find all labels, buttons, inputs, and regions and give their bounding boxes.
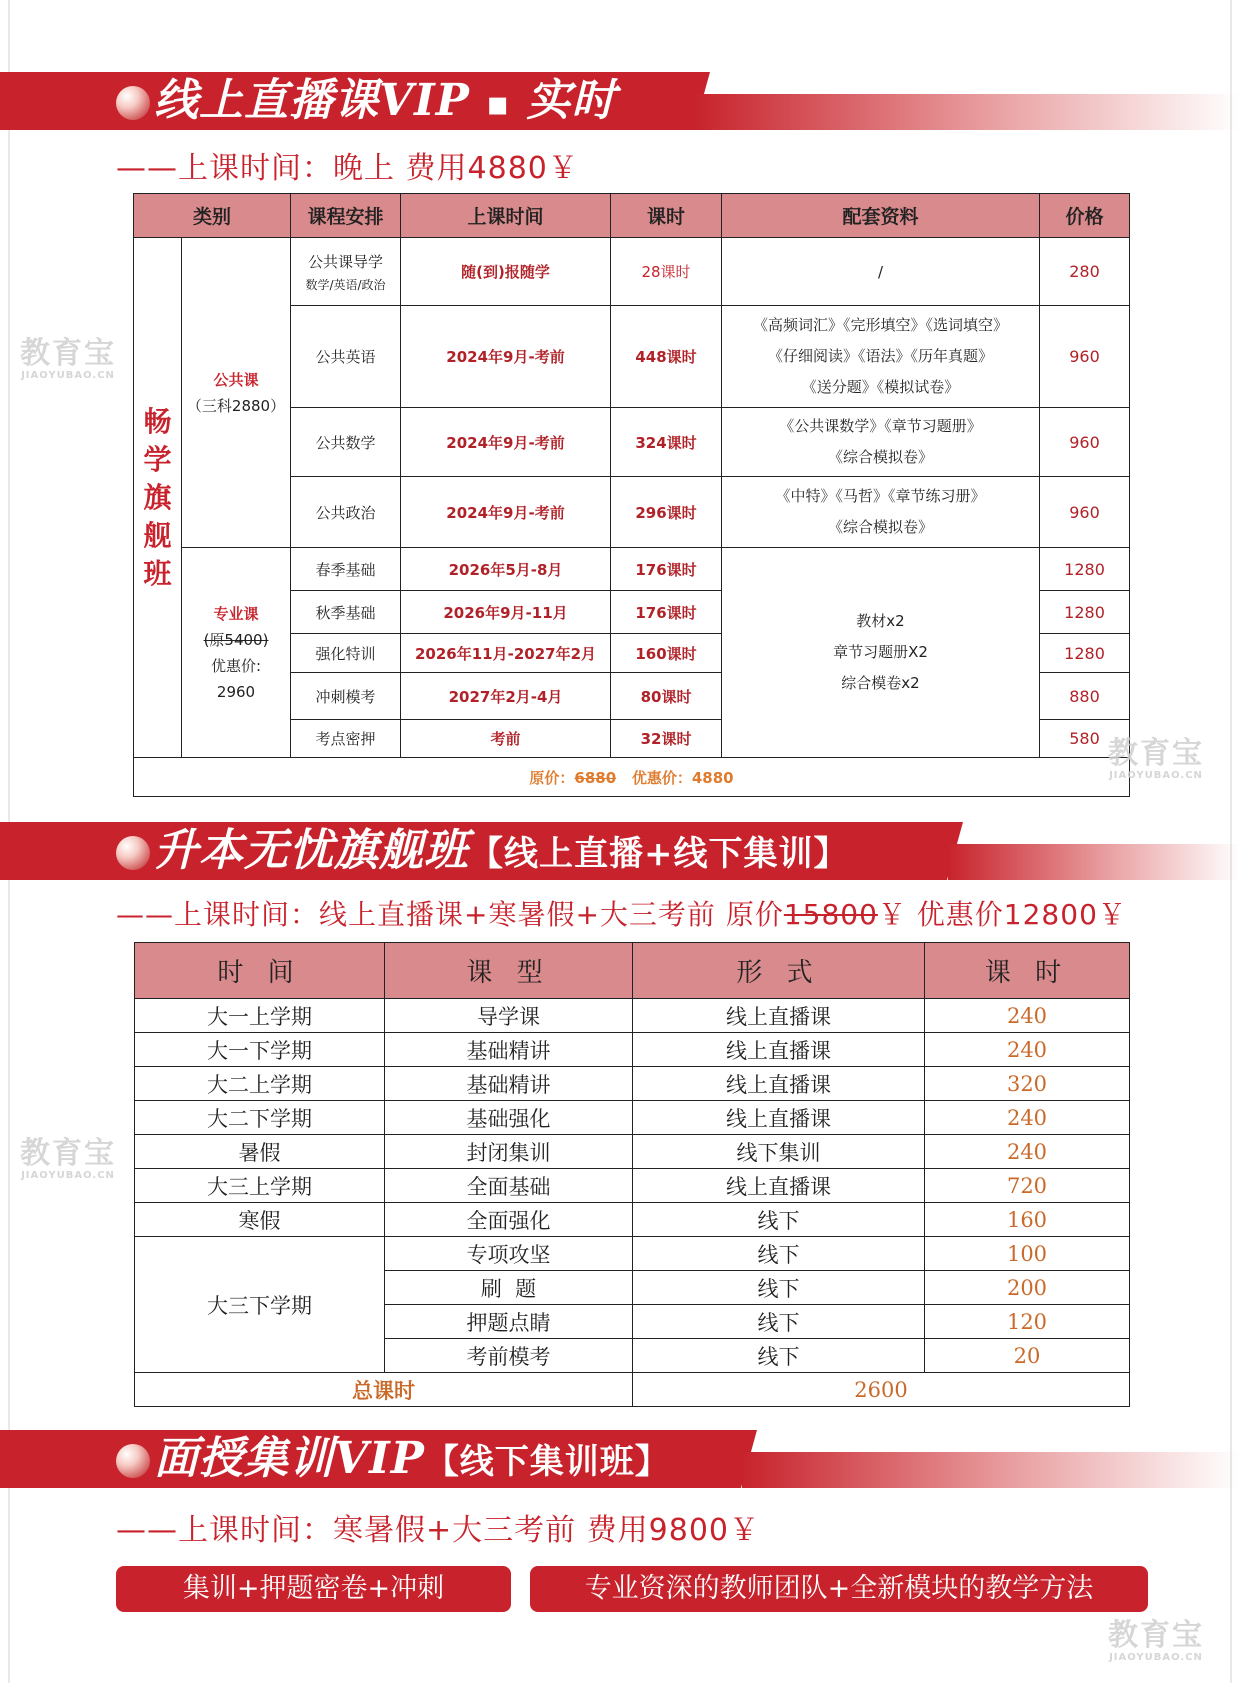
form-cell: 线上直播课 [633, 1067, 925, 1101]
form-cell: 线下 [633, 1271, 925, 1305]
table-row [135, 999, 1130, 1033]
table-row [135, 1237, 1130, 1271]
time-cell: 2024年9月-考前 [401, 306, 611, 408]
term-cell: 大二上学期 [135, 1067, 385, 1101]
header-time: 上课时间 [401, 194, 611, 238]
term-cell: 大一下学期 [135, 1033, 385, 1067]
public-course-group: 公共课 （三科2880） [182, 238, 291, 548]
hours-cell: 160 [925, 1203, 1130, 1237]
type-cell: 考前模考 [385, 1339, 633, 1373]
section1-subtitle: ——上课时间：晚上 费用4880￥ [116, 151, 579, 186]
table-row [135, 1033, 1130, 1067]
class-name-vertical: 畅 学 旗 舰 班 [134, 238, 182, 758]
materials-cell: 《高频词汇》《完形填空》《选词填空》 《仔细阅读》《语法》《历年真题》 《送分题》《模拟试卷》 [722, 306, 1040, 408]
table-row [135, 1067, 1130, 1101]
hours-cell: 720 [925, 1169, 1130, 1203]
course-cell: 春季基础 [291, 548, 401, 591]
hours-cell: 448课时 [611, 306, 722, 408]
header-course: 课程安排 [291, 194, 401, 238]
form-cell: 线上直播课 [633, 1033, 925, 1067]
watermark-logo: 教育宝 JIAOYUBAO.CN [20, 336, 116, 381]
hours-cell: 120 [925, 1305, 1130, 1339]
section1-title: 线上直播课VIP ▪ 实时 [154, 75, 617, 126]
type-cell: 押题点睛 [385, 1305, 633, 1339]
watermark-logo: 教育宝 JIAOYUBAO.CN [20, 1136, 116, 1181]
time-cell: 2027年2月-4月 [401, 673, 611, 720]
form-cell: 线上直播课 [633, 1169, 925, 1203]
form-cell: 线下 [633, 1339, 925, 1373]
term-cell: 大三下学期 [135, 1237, 385, 1373]
watermark-logo: 教育宝 JIAOYUBAO.CN [1108, 1618, 1204, 1663]
form-cell: 线下 [633, 1237, 925, 1271]
form-cell: 线下 [633, 1203, 925, 1237]
materials-cell: 《中特》《马哲》《章节练习册》 《综合模拟卷》 [722, 477, 1040, 548]
type-cell: 基础精讲 [385, 1033, 633, 1067]
header-materials: 配套资料 [722, 194, 1040, 238]
hours-cell: 324课时 [611, 408, 722, 477]
course-cell: 强化特训 [291, 634, 401, 673]
section1-banner [0, 72, 1240, 130]
section3-title: 面授集训VIP【线下集训班】 [154, 1433, 670, 1484]
feature-pill-teachers: 专业资深的教师团队+全新模块的教学方法 [530, 1566, 1148, 1612]
hours-cell: 296课时 [611, 477, 722, 548]
type-cell: 封闭集训 [385, 1135, 633, 1169]
header-price: 价格 [1040, 194, 1130, 238]
major-materials-cell: 教材x2 章节习题册X2 综合模卷x2 [722, 548, 1040, 758]
time-cell: 2026年11月-2027年2月 [401, 634, 611, 673]
course-cell: 考点密押 [291, 720, 401, 758]
price-cell: 880 [1040, 673, 1130, 720]
hours-cell: 80课时 [611, 673, 722, 720]
section2-title: 升本无忧旗舰班【线上直播+线下集训】 [154, 825, 849, 876]
type-cell: 基础精讲 [385, 1067, 633, 1101]
bullet-ball-icon [116, 86, 150, 120]
hours-cell: 176课时 [611, 548, 722, 591]
total-value-cell: 2600 [633, 1373, 1130, 1407]
watermark-logo: 教育宝 JIAOYUBAO.CN [1108, 736, 1204, 781]
total-label-cell: 总课时 [135, 1373, 633, 1407]
course-cell: 公共政治 [291, 477, 401, 548]
time-cell: 考前 [401, 720, 611, 758]
type-cell: 刷 题 [385, 1271, 633, 1305]
table-total-row [134, 758, 1130, 797]
time-cell: 2024年9月-考前 [401, 477, 611, 548]
table-row [134, 548, 1130, 591]
header-hours: 课 时 [925, 943, 1130, 999]
hours-cell: 28课时 [611, 238, 722, 306]
header-type: 课 型 [385, 943, 633, 999]
hours-cell: 100 [925, 1237, 1130, 1271]
time-cell: 随(到)报随学 [401, 238, 611, 306]
header-category: 类别 [134, 194, 291, 238]
time-cell: 2024年9月-考前 [401, 408, 611, 477]
course-cell: 公共数学 [291, 408, 401, 477]
price-cell: 1280 [1040, 634, 1130, 673]
course-cell: 秋季基础 [291, 591, 401, 634]
table-row [135, 1169, 1130, 1203]
feature-pill-training: 集训+押题密卷+冲刺 [116, 1566, 511, 1612]
hours-cell: 160课时 [611, 634, 722, 673]
table-header-row [134, 194, 1130, 238]
term-cell: 大二下学期 [135, 1101, 385, 1135]
hours-cell: 240 [925, 1033, 1130, 1067]
table-header-row [135, 943, 1130, 999]
time-cell: 2026年9月-11月 [401, 591, 611, 634]
section2-subtitle: ——上课时间：线上直播课+寒暑假+大三考前 原价15800￥ 优惠价12800￥ [116, 898, 1127, 931]
hours-cell: 32课时 [611, 720, 722, 758]
type-cell: 基础强化 [385, 1101, 633, 1135]
course-cell: 冲刺模考 [291, 673, 401, 720]
price-cell: 960 [1040, 477, 1130, 548]
price-cell: 1280 [1040, 591, 1130, 634]
materials-cell: / [722, 238, 1040, 306]
header-form: 形 式 [633, 943, 925, 999]
materials-cell: 《公共课数学》《章节习题册》 《综合模拟卷》 [722, 408, 1040, 477]
table-row [135, 1135, 1130, 1169]
header-hours: 课时 [611, 194, 722, 238]
section3-banner [0, 1430, 1240, 1488]
type-cell: 全面基础 [385, 1169, 633, 1203]
major-course-group: 专业课 (原5400) 优惠价: 2960 [182, 548, 291, 758]
table-row [134, 238, 1130, 306]
header-term: 时 间 [135, 943, 385, 999]
hours-cell: 240 [925, 1135, 1130, 1169]
form-cell: 线下 [633, 1305, 925, 1339]
type-cell: 专项攻坚 [385, 1237, 633, 1271]
form-cell: 线上直播课 [633, 1101, 925, 1135]
form-cell: 线下集训 [633, 1135, 925, 1169]
hours-cell: 200 [925, 1271, 1130, 1305]
form-cell: 线上直播课 [633, 999, 925, 1033]
hours-cell: 320 [925, 1067, 1130, 1101]
course-cell: 公共课导学 数学/英语/政治 [291, 238, 401, 306]
term-cell: 大三上学期 [135, 1169, 385, 1203]
table-row [135, 1101, 1130, 1135]
hours-cell: 176课时 [611, 591, 722, 634]
term-cell: 暑假 [135, 1135, 385, 1169]
price-cell: 580 [1040, 720, 1130, 758]
section3-subtitle: ——上课时间：寒暑假+大三考前 费用9800￥ [116, 1513, 761, 1548]
hours-cell: 240 [925, 999, 1130, 1033]
table-row [135, 1203, 1130, 1237]
price-cell: 280 [1040, 238, 1130, 306]
course-cell: 公共英语 [291, 306, 401, 408]
type-cell: 全面强化 [385, 1203, 633, 1237]
section2-schedule-table [134, 942, 1130, 1407]
price-cell: 960 [1040, 306, 1130, 408]
table-total-row [135, 1373, 1130, 1407]
time-cell: 2026年5月-8月 [401, 548, 611, 591]
table-total-cell: 原价：6880 优惠价：4880 [134, 758, 1130, 797]
bullet-ball-icon [116, 1444, 150, 1478]
price-cell: 1280 [1040, 548, 1130, 591]
term-cell: 寒假 [135, 1203, 385, 1237]
hours-cell: 240 [925, 1101, 1130, 1135]
type-cell: 导学课 [385, 999, 633, 1033]
price-cell: 960 [1040, 408, 1130, 477]
section1-course-table [133, 193, 1130, 797]
hours-cell: 20 [925, 1339, 1130, 1373]
bullet-ball-icon [116, 836, 150, 870]
term-cell: 大一上学期 [135, 999, 385, 1033]
section2-banner [0, 822, 1240, 880]
